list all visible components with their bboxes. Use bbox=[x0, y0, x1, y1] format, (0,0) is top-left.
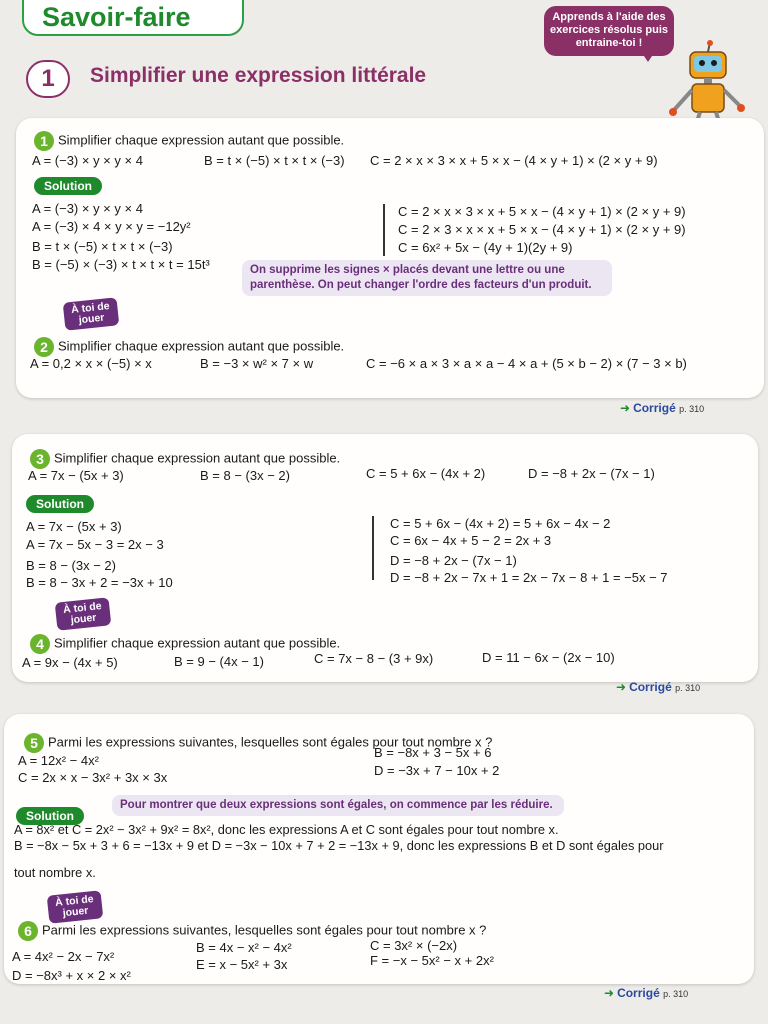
sol1-left-2: A = (−3) × 4 × y × y = −12y² bbox=[32, 219, 191, 234]
ex5-expr-c: C = 2x × x − 3x² + 3x × 3x bbox=[18, 770, 168, 785]
ex5-expr-a: A = 12x² − 4x² bbox=[18, 753, 99, 768]
ex6-expr-f: F = −x − 5x² − x + 2x² bbox=[370, 953, 494, 968]
tip-box: Pour montrer que deux expressions sont égales, on commence par les réduire. bbox=[112, 795, 564, 816]
divider bbox=[383, 204, 385, 256]
ex6-expr-a: A = 4x² − 2x − 7x² bbox=[12, 949, 115, 964]
sol5-line-2: B = −8x − 5x + 3 + 6 = −13x + 9 et D = −3x − 10x + 7 + 2 = −13x + 9, donc les expressions B et D sont égales pour bbox=[14, 838, 664, 853]
solution-badge: Solution bbox=[16, 807, 84, 825]
corrige-link[interactable] bbox=[620, 401, 704, 415]
sol3-left-1: A = 7x − (5x + 3) bbox=[26, 519, 122, 534]
exercise-number: 6 bbox=[18, 921, 38, 941]
corrige-label: Corrigé bbox=[629, 680, 672, 694]
corrige-label: Corrigé bbox=[617, 986, 660, 1000]
ex5-expr-b: B = −8x + 3 − 5x + 6 bbox=[374, 745, 492, 760]
exercise-number: 2 bbox=[34, 337, 54, 357]
exercise-title-text: Simplifier chaque expression autant que possible. bbox=[54, 450, 341, 466]
corrige-page: p. 310 bbox=[675, 683, 701, 693]
help-bubble: Apprends à l'aide des exercices résolus puis entraine-toi ! bbox=[544, 6, 674, 56]
bubble-tail bbox=[640, 50, 656, 62]
sol3-left-4: B = 8 − 3x + 2 = −3x + 10 bbox=[26, 575, 173, 590]
sol1-right-1: C = 2 × x × 3 × x + 5 × x − (4 × y + 1) × (2 × y + 9) bbox=[398, 204, 686, 219]
exercise-2-title bbox=[34, 337, 344, 357]
ex3-expr-a: A = 7x − (5x + 3) bbox=[28, 468, 124, 483]
exercise-number: 5 bbox=[24, 733, 44, 753]
ex1-expr-a: A = (−3) × y × y × 4 bbox=[32, 153, 143, 168]
solution-badge: Solution bbox=[34, 177, 102, 195]
sol3-left-3: B = 8 − (3x − 2) bbox=[26, 558, 116, 573]
corrige-link[interactable] bbox=[616, 680, 700, 694]
sol5-line-1: A = 8x² et C = 2x² − 3x² + 9x² = 8x², donc les expressions A et C sont égales pour tout nombre x. bbox=[14, 822, 559, 837]
sol3-right-3: D = −8 + 2x − (7x − 1) bbox=[390, 553, 517, 568]
arrow-right-icon: ➜ bbox=[604, 986, 615, 1000]
exercise-number: 1 bbox=[34, 131, 54, 151]
arrow-right-icon: ➜ bbox=[616, 680, 627, 694]
exercise-title-text: Parmi les expressions suivantes, lesquelles sont égales pour tout nombre x ? bbox=[48, 734, 493, 750]
sol3-right-4: D = −8 + 2x − 7x + 1 = 2x − 7x − 8 + 1 = −5x − 7 bbox=[390, 570, 668, 585]
exercise-3-title bbox=[30, 449, 340, 469]
section-number: 1 bbox=[26, 60, 70, 98]
exercise-4-title bbox=[30, 634, 340, 654]
ex2-expr-a: A = 0,2 × x × (−5) × x bbox=[30, 356, 152, 371]
ex4-expr-a: A = 9x − (4x + 5) bbox=[22, 655, 118, 670]
sol1-right-3: C = 6x² + 5x − (4y + 1)(2y + 9) bbox=[398, 240, 573, 255]
exercise-number: 3 bbox=[30, 449, 50, 469]
ex4-expr-c: C = 7x − 8 − (3 + 9x) bbox=[314, 651, 434, 666]
ex4-expr-d: D = 11 − 6x − (2x − 10) bbox=[482, 650, 615, 665]
ex2-expr-b: B = −3 × w² × 7 × w bbox=[200, 356, 314, 371]
sol3-left-2: A = 7x − 5x − 3 = 2x − 3 bbox=[26, 537, 164, 552]
exercise-title-text: Simplifier chaque expression autant que possible. bbox=[54, 635, 341, 651]
a-toi-de-jouer-badge: À toi de jouer bbox=[55, 597, 112, 630]
exercise-title-text: Simplifier chaque expression autant que possible. bbox=[58, 338, 345, 354]
arrow-right-icon: ➜ bbox=[620, 401, 631, 415]
ex3-expr-d: D = −8 + 2x − (7x − 1) bbox=[528, 466, 655, 481]
a-toi-de-jouer-badge: À toi de jouer bbox=[47, 890, 104, 923]
divider bbox=[372, 516, 374, 580]
ex6-expr-d: D = −8x³ + x × 2 × x² bbox=[12, 968, 131, 983]
ex1-expr-b: B = t × (−5) × t × t × (−3) bbox=[204, 153, 345, 168]
ex5-expr-d: D = −3x + 7 − 10x + 2 bbox=[374, 763, 500, 778]
ex4-expr-b: B = 9 − (4x − 1) bbox=[174, 654, 264, 669]
ex3-expr-b: B = 8 − (3x − 2) bbox=[200, 468, 290, 483]
tip-box: On supprime les signes × placés devant une lettre ou une parenthèse. On peut changer l'ordre des facteurs d'un produit. bbox=[242, 260, 612, 296]
ex3-expr-c: C = 5 + 6x − (4x + 2) bbox=[366, 466, 486, 481]
sol3-right-2: C = 6x − 4x + 5 − 2 = 2x + 3 bbox=[390, 533, 552, 548]
corrige-link[interactable] bbox=[604, 986, 688, 1000]
sol1-left-4: B = (−5) × (−3) × t × t × t = 15t³ bbox=[32, 257, 210, 272]
sol1-left-1: A = (−3) × y × y × 4 bbox=[32, 201, 143, 216]
corrige-page: p. 310 bbox=[663, 989, 689, 999]
a-toi-de-jouer-badge: À toi de jouer bbox=[63, 297, 120, 330]
sol1-left-3: B = t × (−5) × t × t × (−3) bbox=[32, 239, 173, 254]
corrige-page: p. 310 bbox=[679, 404, 705, 414]
exercise-title-text: Simplifier chaque expression autant que possible. bbox=[58, 132, 345, 148]
corrige-label: Corrigé bbox=[633, 401, 676, 415]
sol3-right-1: C = 5 + 6x − (4x + 2) = 5 + 6x − 4x − 2 bbox=[390, 516, 611, 531]
page-title: Simplifier une expression littérale bbox=[90, 64, 427, 87]
sol1-right-2: C = 2 × 3 × x × x + 5 × x − (4 × y + 1) × (2 × y + 9) bbox=[398, 222, 686, 237]
section-tab: Savoir-faire bbox=[22, 0, 244, 36]
ex2-expr-c: C = −6 × a × 3 × a × a − 4 × a + (5 × b − 2) × (7 − 3 × b) bbox=[366, 356, 687, 371]
solution-badge: Solution bbox=[26, 495, 94, 513]
ex6-expr-c: C = 3x² × (−2x) bbox=[370, 938, 458, 953]
exercise-1-title bbox=[34, 131, 344, 151]
ex1-expr-c: C = 2 × x × 3 × x + 5 × x − (4 × y + 1) × (2 × y + 9) bbox=[370, 153, 658, 168]
ex6-expr-e: E = x − 5x² + 3x bbox=[196, 957, 288, 972]
exercise-number: 4 bbox=[30, 634, 50, 654]
sol5-line-3: tout nombre x. bbox=[14, 865, 96, 880]
exercise-title-text: Parmi les expressions suivantes, lesquelles sont égales pour tout nombre x ? bbox=[42, 922, 487, 938]
ex6-expr-b: B = 4x − x² − 4x² bbox=[196, 940, 292, 955]
